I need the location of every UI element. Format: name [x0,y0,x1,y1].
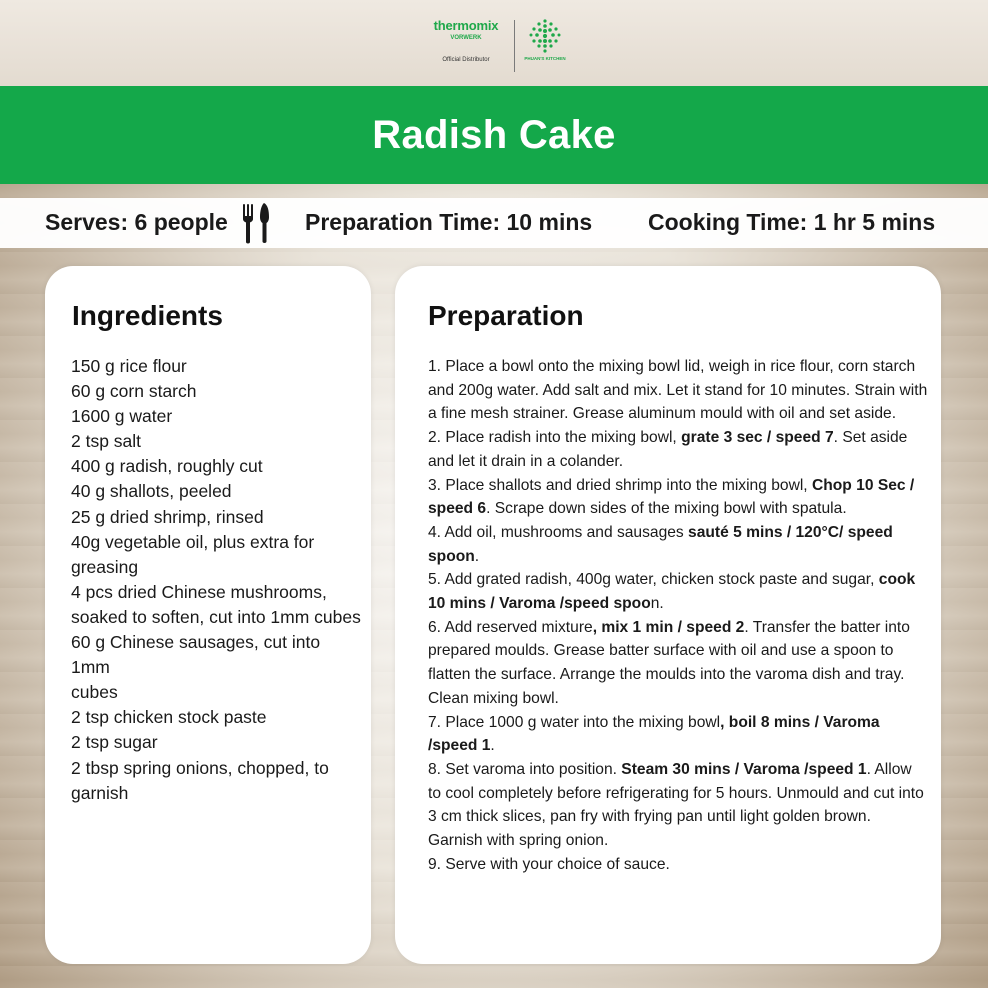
preparation-steps [428,355,928,876]
serves-label: Serves: 6 people [45,209,228,235]
step-5 [428,568,928,615]
step-8 [428,758,928,853]
list-item: 2 tsp sugar [71,732,158,753]
step-setting: Chop 10 Sec / speed 6 [428,476,915,518]
step-text: 6. Add reserved mixture [428,618,593,636]
step-text: 5. Add grated radish, 400g water, chicken stock paste and sugar, [428,571,879,589]
step-4 [428,521,928,568]
prep-time-label: Preparation Time: 10 mins [305,209,593,235]
step-6 [428,616,928,711]
step-2 [428,426,928,473]
list-item: 60 g Chinese sausages, cut into 1mm [71,632,321,678]
step-setting: cook 10 mins / Varoma /speed spoo [428,571,916,613]
step-text: . Allow to cool completely before refrigerating for 5 hours. Unmould and cut into 3 cm thick slices, pan fry with frying pan until light golden brown. Garnish with spring onion. [428,760,924,850]
step-text: . Transfer the batter into prepared moulds. Grease batter surface with oil and use a spoon to flatten the surface. Arrange the moulds into the varoma dish and tray. Clean mixing bowl. [428,618,910,707]
ingredients-card [45,266,371,964]
step-text: . [490,737,495,755]
fork-knife-icon [242,202,270,250]
step-text: 4. Add oil, mushrooms and sausages [428,523,689,541]
step-1 [428,355,928,426]
title-band [0,86,988,184]
partner-logo [523,18,567,62]
list-item: 4 pcs dried Chinese mushrooms, soaked to soften, cut into 1mm cubes [71,581,361,627]
preparation-card [395,266,941,964]
step-setting: , boil 8 mins / Varoma /speed 1 [428,713,880,755]
step-setting: sauté 5 mins / 120°C/ speed spoon [428,523,893,565]
step-text: . Scrape down sides of the mixing bowl with spatula. [486,500,847,518]
distributor-label: Official Distributor [442,57,490,63]
list-item: 1600 g water [71,406,173,427]
step-7 [428,711,928,758]
step-text: . Set aside and let it drain in a colander. [428,429,908,470]
vorwerk-wordmark: VORWERK [450,35,482,41]
list-item: 40g vegetable oil, plus extra for greasing [71,531,315,577]
list-item: 2 tsp salt [71,431,142,452]
list-item: 150 g rice flour [71,356,187,376]
step-setting: , mix 1 min / speed 2 [592,618,745,636]
step-text: n. [650,595,664,613]
list-item: 25 g dried shrimp, rinsed [71,506,264,527]
step-setting: grate 3 sec / speed 7 [681,429,834,447]
list-item: 400 g radish, roughly cut [71,456,263,477]
step-9 [428,853,928,877]
list-item: 2 tbsp spring onions, chopped, to garnish [71,757,329,803]
step-3 [428,474,928,521]
list-item: 60 g corn starch [71,381,197,402]
info-band [0,198,988,248]
logo-divider [514,20,515,72]
list-item: cubes [71,682,118,703]
step-setting: Steam 30 mins / Varoma /speed 1 [621,760,867,778]
step-text: 3. Place shallots and dried shrimp into the mixing bowl, [428,476,812,494]
list-item: 40 g shallots, peeled [71,481,232,502]
step-text: 9. Serve with your choice of sauce. [428,855,670,873]
cook-time-label: Cooking Time: 1 hr 5 mins [648,209,936,235]
dot-pattern-icon [525,18,565,54]
recipe-title: Radish Cake [372,112,616,157]
step-text: . [474,547,480,565]
list-item: 2 tsp chicken stock paste [71,707,267,728]
partner-wordmark: PHUAN'S KITCHEN [524,56,566,61]
step-text: 8. Set varoma into position. [428,760,622,778]
step-text: 7. Place 1000 g water into the mixing bowl [428,713,721,731]
step-text: 1. Place a bowl onto the mixing bowl lid, weigh in rice flour, corn starch and 200g water. Add salt and mix. Let it stand for 10 minutes. Strain with a fine mesh strainer. Grease aluminum mould with oil and set aside. [428,358,928,423]
thermomix-logo [426,18,506,64]
preparation-heading: Preparation [428,300,584,331]
ingredients-heading: Ingredients [72,300,223,331]
brand-logos [426,18,567,76]
thermomix-wordmark: thermomix [433,18,499,33]
ingredients-list [71,354,361,806]
step-text: 2. Place radish into the mixing bowl, [428,429,682,447]
